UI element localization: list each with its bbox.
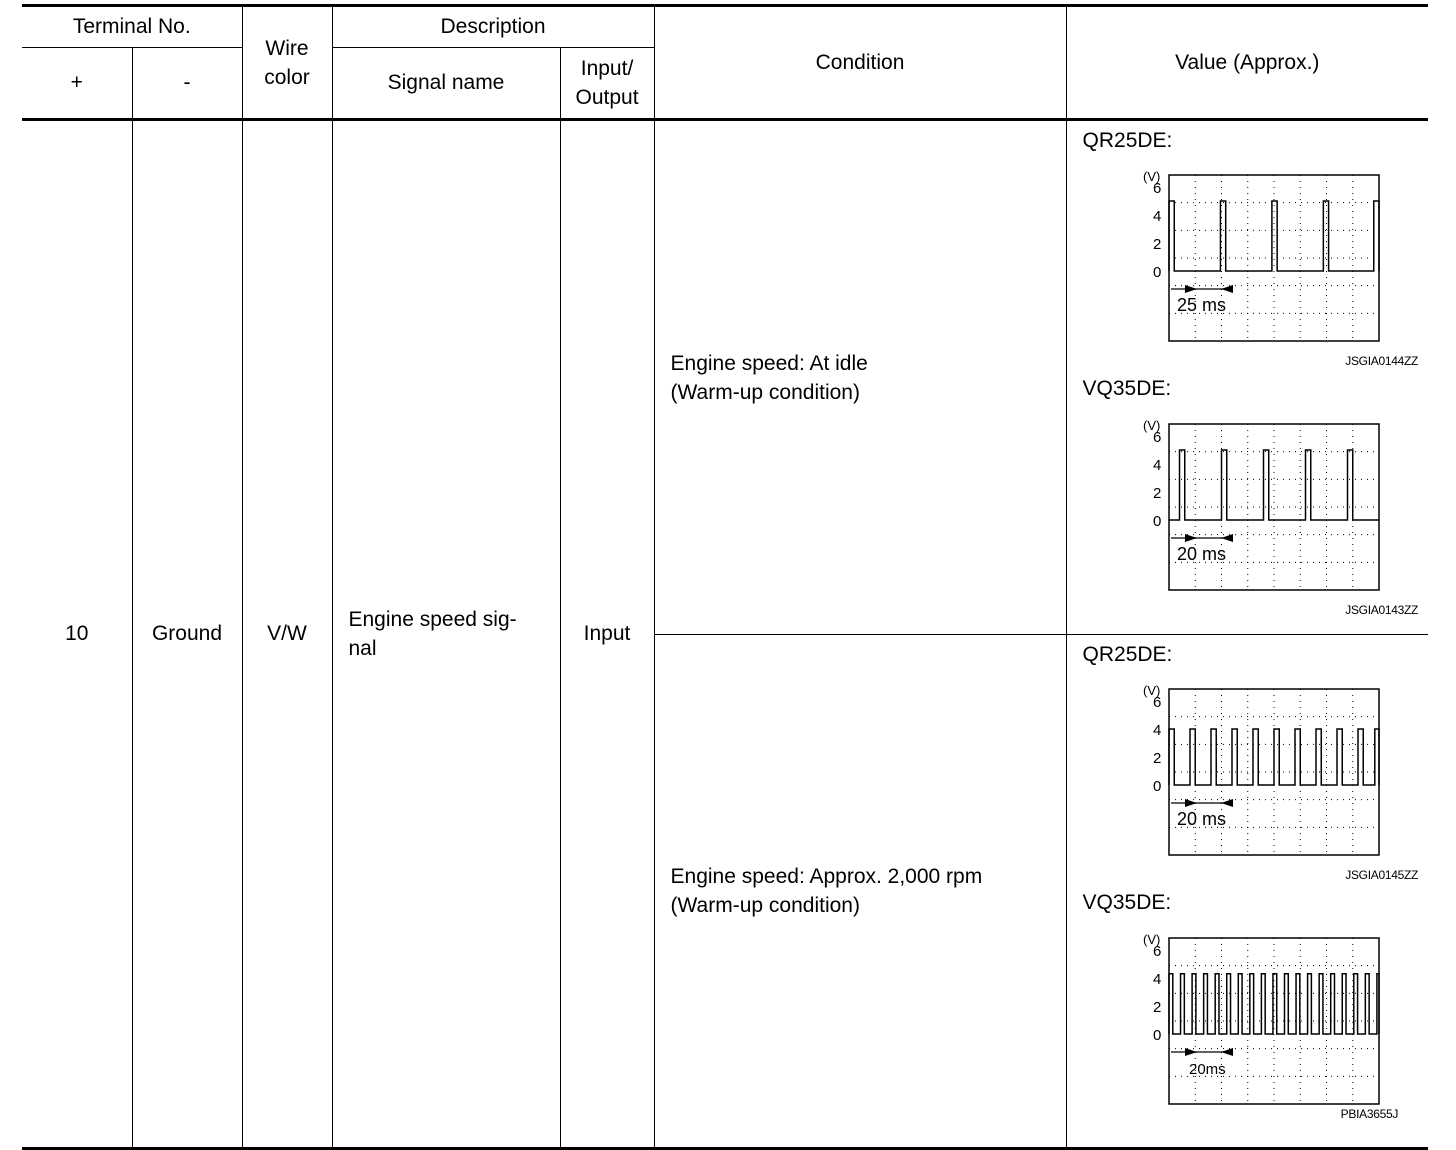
tick-label: 0 bbox=[1152, 778, 1161, 795]
timing-label: 20ms bbox=[1188, 1061, 1226, 1078]
unit-label: (V) bbox=[1142, 418, 1160, 433]
unit-label: (V) bbox=[1142, 932, 1160, 947]
condition-idle: Engine speed: At idle (Warm-up condition) bbox=[654, 120, 1066, 635]
value-idle-cell bbox=[1066, 120, 1428, 635]
arrow-left-icon bbox=[1221, 285, 1233, 293]
tick-label: 0 bbox=[1152, 513, 1161, 530]
figure-code: JSGIA0145ZZ bbox=[1345, 868, 1419, 882]
waveform-vq35de-2000rpm bbox=[1119, 922, 1379, 1112]
terminal-table bbox=[22, 4, 1428, 1150]
io-cell: Input bbox=[560, 120, 654, 1149]
tick-label: 2 bbox=[1152, 999, 1161, 1016]
arrow-left-icon bbox=[1221, 1048, 1233, 1056]
tick-label: 0 bbox=[1152, 264, 1161, 281]
engine-label-vq35de-2000: VQ35DE: bbox=[1082, 891, 1172, 914]
header-value: Value (Approx.) bbox=[1066, 6, 1428, 120]
figure-code: JSGIA0144ZZ bbox=[1345, 354, 1419, 368]
figure-code: JSGIA0143ZZ bbox=[1345, 603, 1419, 617]
waveform-vq35de-idle bbox=[1119, 408, 1379, 598]
timing-label: 25 ms bbox=[1176, 295, 1226, 315]
tick-label: 6 bbox=[1152, 943, 1161, 960]
tick-label: 2 bbox=[1152, 236, 1161, 253]
arrow-left-icon bbox=[1221, 534, 1233, 542]
header-condition: Condition bbox=[654, 6, 1066, 120]
waveform-qr25de-2000rpm bbox=[1119, 673, 1379, 863]
condition-2000rpm: Engine speed: Approx. 2,000 rpm (Warm-up condition) bbox=[654, 635, 1066, 1149]
engine-label-vq35de-idle: VQ35DE: bbox=[1082, 377, 1172, 400]
tick-label: 4 bbox=[1152, 722, 1161, 739]
tick-label: 4 bbox=[1152, 208, 1161, 225]
header-plus: + bbox=[22, 48, 132, 120]
unit-label: (V) bbox=[1142, 683, 1160, 698]
header-wire-color: Wire color bbox=[242, 6, 332, 120]
signal-trace bbox=[1169, 974, 1379, 1034]
wire-color-cell: V/W bbox=[242, 120, 332, 1149]
tick-label: 4 bbox=[1152, 457, 1161, 474]
tick-label: 6 bbox=[1152, 694, 1161, 711]
signal-trace bbox=[1169, 729, 1379, 785]
terminal-minus-cell: Ground bbox=[132, 120, 242, 1149]
waveform-qr25de-idle bbox=[1119, 159, 1379, 349]
terminal-plus-cell: 10 bbox=[22, 120, 132, 1149]
tick-label: 2 bbox=[1152, 485, 1161, 502]
unit-label: (V) bbox=[1142, 169, 1160, 184]
arrow-left-icon bbox=[1221, 799, 1233, 807]
header-description: Description bbox=[332, 6, 654, 48]
tick-label: 4 bbox=[1152, 971, 1161, 988]
arrow-right-icon bbox=[1185, 534, 1197, 542]
arrow-right-icon bbox=[1185, 285, 1197, 293]
value-2000rpm-cell bbox=[1066, 635, 1428, 1149]
tick-label: 6 bbox=[1152, 180, 1161, 197]
tick-label: 6 bbox=[1152, 429, 1161, 446]
header-terminal-no: Terminal No. bbox=[22, 6, 242, 48]
header-input-output: Input/ Output bbox=[560, 48, 654, 120]
engine-label-qr25de-2000: QR25DE: bbox=[1082, 643, 1173, 666]
engine-label-qr25de-idle: QR25DE: bbox=[1082, 129, 1173, 152]
timing-label: 20 ms bbox=[1176, 544, 1226, 564]
timing-label: 20 ms bbox=[1176, 809, 1226, 829]
arrow-right-icon bbox=[1185, 799, 1197, 807]
tick-label: 2 bbox=[1152, 750, 1161, 767]
tick-label: 0 bbox=[1152, 1027, 1161, 1044]
header-signal-name: Signal name bbox=[332, 48, 560, 120]
header-minus: - bbox=[132, 48, 242, 120]
figure-code: PBIA3655J bbox=[1340, 1107, 1399, 1121]
signal-name-cell: Engine speed sig- nal bbox=[332, 120, 560, 1149]
arrow-right-icon bbox=[1185, 1048, 1197, 1056]
